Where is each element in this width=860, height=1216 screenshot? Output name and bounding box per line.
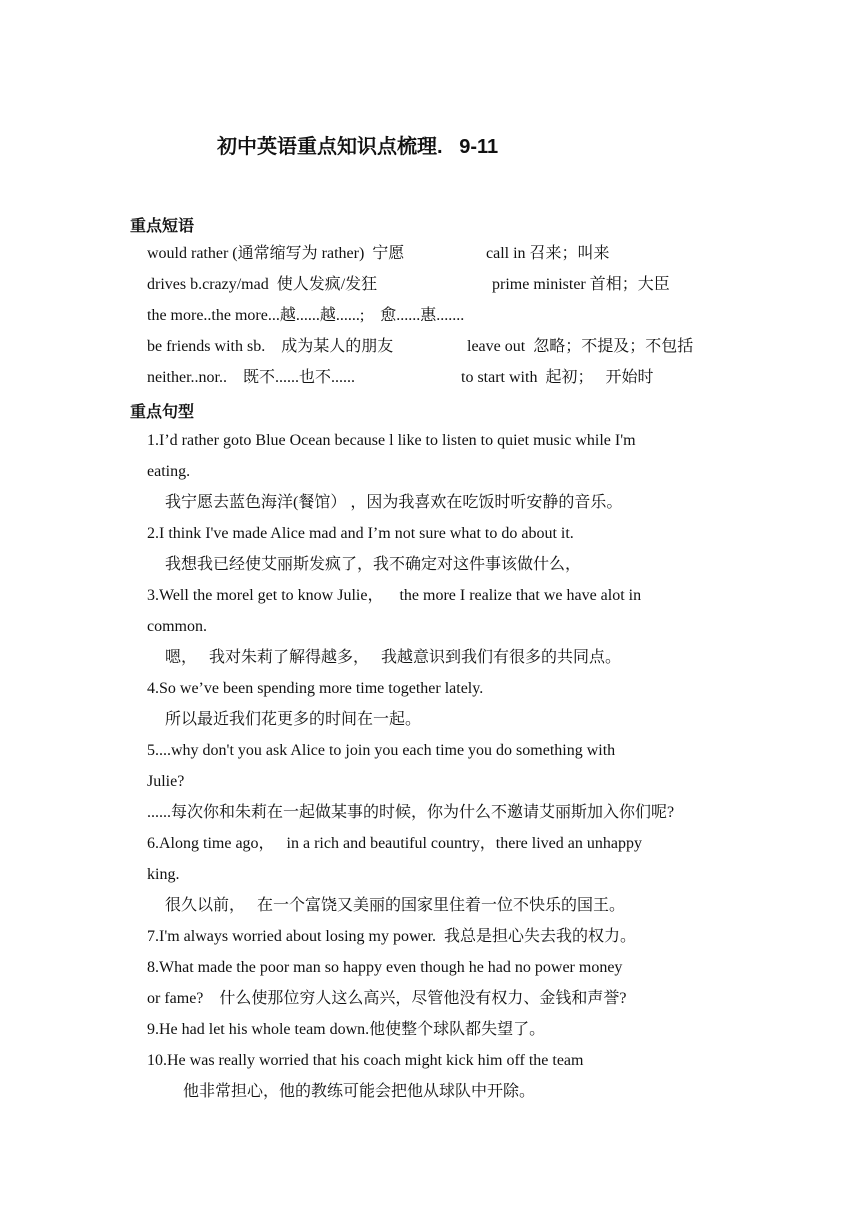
phrase-left: be friends with sb. 成为某人的朋友	[147, 338, 394, 355]
sentence-line: king.	[147, 866, 180, 883]
sentence-line: common.	[147, 618, 207, 635]
sentence-line: 5....why don't you ask Alice to join you each time you do something with	[147, 742, 616, 759]
translation-line: 我宁愿去蓝色海洋(餐馆） ，因为我喜欢在吃饭时听安静的音乐。	[165, 494, 623, 511]
phrase-right: leave out 忽略；不提及；不包括	[467, 338, 694, 355]
translation-line: 嗯， 我对朱莉了解得越多， 我越意识到我们有很多的共同点。	[165, 649, 622, 666]
sentence-line: 6.Along time ago， in a rich and beautiful country，there lived an unhappy	[147, 835, 642, 852]
sentence-line: 2.I think I've made Alice mad and I’m not sure what to do about it.	[147, 525, 574, 542]
translation-line: 我想我已经使艾丽斯发疯了，我不确定对这件事该做什么，	[165, 556, 582, 573]
sentences-heading: 重点句型	[130, 404, 195, 421]
sentence-line: 3.Well the morel get to know Julie， the more I realize that we have alot in	[147, 587, 642, 604]
phrase-left: would rather (通常缩写为 rather) 宁愿	[147, 245, 405, 262]
sentence-line: or fame? 什么使那位穷人这么高兴，尽管他没有权力、金钱和声誉?	[147, 990, 627, 1007]
sentence-line: 9.He had let his whole team down.他使整个球队都失望了。	[147, 1021, 546, 1038]
phrase-right: to start with 起初； 开始时	[461, 369, 654, 386]
phrases-heading: 重点短语	[130, 218, 195, 235]
phrase-right: prime minister 首相；大臣	[492, 276, 670, 293]
sentence-line: 10.He was really worried that his coach might kick him off the team	[147, 1052, 584, 1069]
phrase-right: call in 召来；叫来	[486, 245, 610, 262]
sentence-line: 8.What made the poor man so happy even though he had no power money	[147, 959, 623, 976]
phrase-left: neither..nor.. 既不......也不......	[147, 369, 355, 386]
sentence-line: Julie?	[147, 773, 185, 790]
translation-line: 很久以前， 在一个富饶又美丽的国家里住着一位不快乐的国王。	[165, 897, 626, 914]
sentence-line: eating.	[147, 463, 191, 480]
translation-line: ......每次你和朱莉在一起做某事的时候，你为什么不邀请艾丽斯加入你们呢?	[147, 804, 675, 821]
sentence-line: 7.I'm always worried about losing my power. 我总是担心失去我的权力。	[147, 928, 637, 945]
translation-line: 所以最近我们花更多的时间在一起。	[165, 711, 422, 728]
page-title: 初中英语重点知识点梳理. 9-11	[217, 136, 499, 158]
phrase-left: drives b.crazy/mad 使人发疯/发狂	[147, 276, 378, 293]
sentence-line: 4.So we’ve been spending more time together lately.	[147, 680, 484, 697]
translation-line: 他非常担心，他的教练可能会把他从球队中开除。	[183, 1083, 536, 1100]
sentence-line: 1.I’d rather goto Blue Ocean because l like to listen to quiet music while I'm	[147, 432, 636, 449]
phrase-left: the more..the more...越......越......; 愈......惠.......	[147, 307, 465, 324]
